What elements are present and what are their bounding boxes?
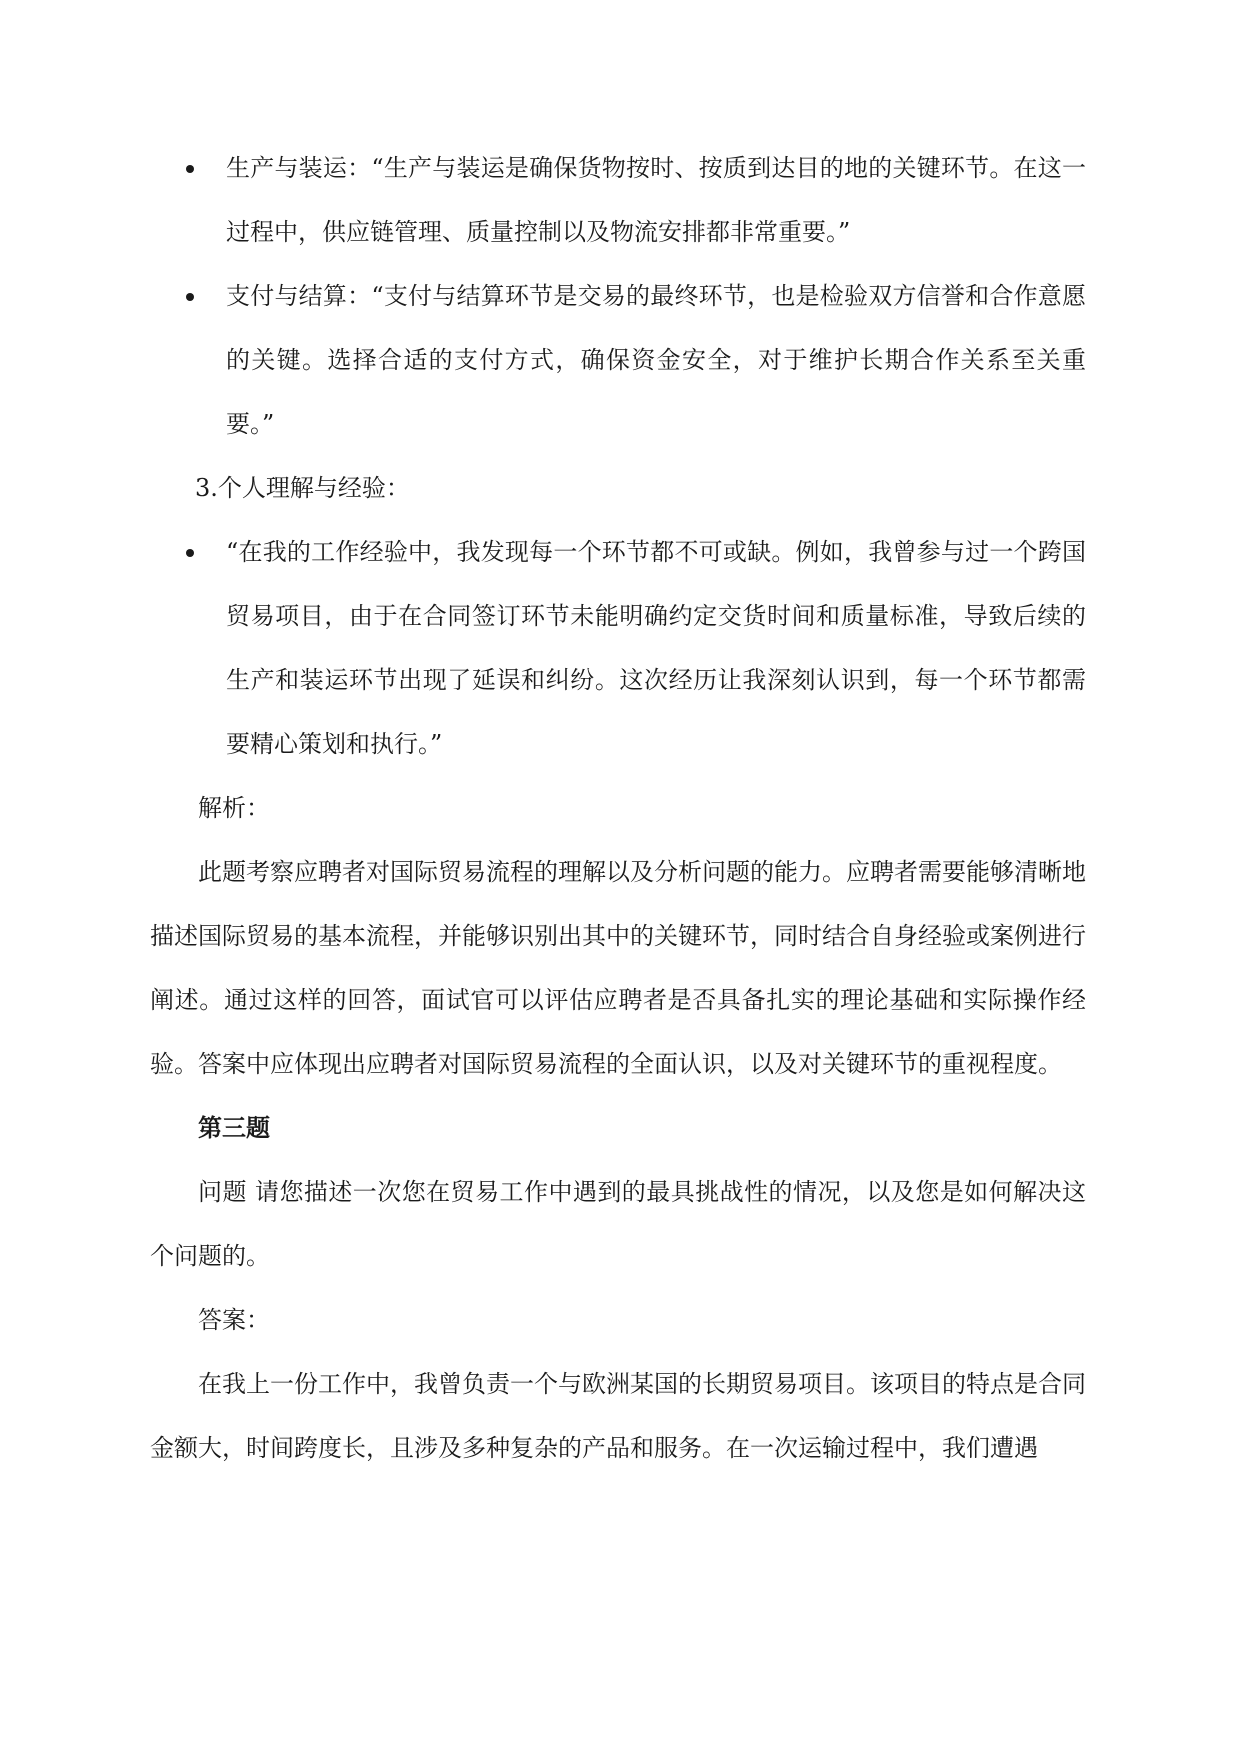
section-title-question-3: 第三题 — [198, 1113, 270, 1142]
analysis-label: 解析： — [198, 794, 270, 822]
analysis-paragraph: 此题考察应聘者对国际贸易流程的理解以及分析问题的能力。应聘者需要能够清晰地描述国际贸易的基本流程，并能够识别出其中的关键环节，同时结合自身经验或案例进行阐述。通过这样的回答，面试官可以评估应聘者是否具备扎实的理论基础和实际操作经验。答案中应体现出应聘者对国际贸易流程的全面认识，以及对关键环节的重视程度。 — [150, 858, 1086, 1078]
list-item-text: “在我的工作经验中，我发现每一个环节都不可或缺。例如，我曾参与过一个跨国贸易项目，由于在合同签订环节未能明确约定交货时间和质量标准，导致后续的生产和装运环节出现了延误和纠纷。这次经历让我深刻认识到，每一个环节都需要精心策划和执行。” — [226, 538, 1086, 758]
bullet-icon — [186, 549, 194, 557]
list-item-personal-experience — [150, 520, 1086, 776]
list-item-production-shipping — [150, 136, 1086, 264]
list-item-text: 支付与结算：“支付与结算环节是交易的最终环节，也是检验双方信誉和合作意愿的关键。选择合适的支付方式，确保资金安全，对于维护长期合作关系至关重要。” — [226, 282, 1086, 438]
list-item-payment-settlement — [150, 264, 1086, 456]
answer-paragraph: 在我上一份工作中，我曾负责一个与欧洲某国的长期贸易项目。该项目的特点是合同金额大，时间跨度长，且涉及多种复杂的产品和服务。在一次运输过程中，我们遭遇 — [150, 1370, 1086, 1462]
question-paragraph: 问题 请您描述一次您在贸易工作中遇到的最具挑战性的情况，以及您是如何解决这个问题的。 — [150, 1178, 1086, 1270]
document-content — [150, 136, 1086, 1480]
answer-label: 答案： — [198, 1306, 270, 1334]
list-item-text: 生产与装运：“生产与装运是确保货物按时、按质到达目的地的关键环节。在这一过程中，供应链管理、质量控制以及物流安排都非常重要。” — [226, 154, 1086, 246]
bullet-icon — [186, 293, 194, 301]
personal-experience-heading: 3.个人理解与经验： — [195, 474, 410, 502]
bullet-icon — [186, 165, 194, 173]
